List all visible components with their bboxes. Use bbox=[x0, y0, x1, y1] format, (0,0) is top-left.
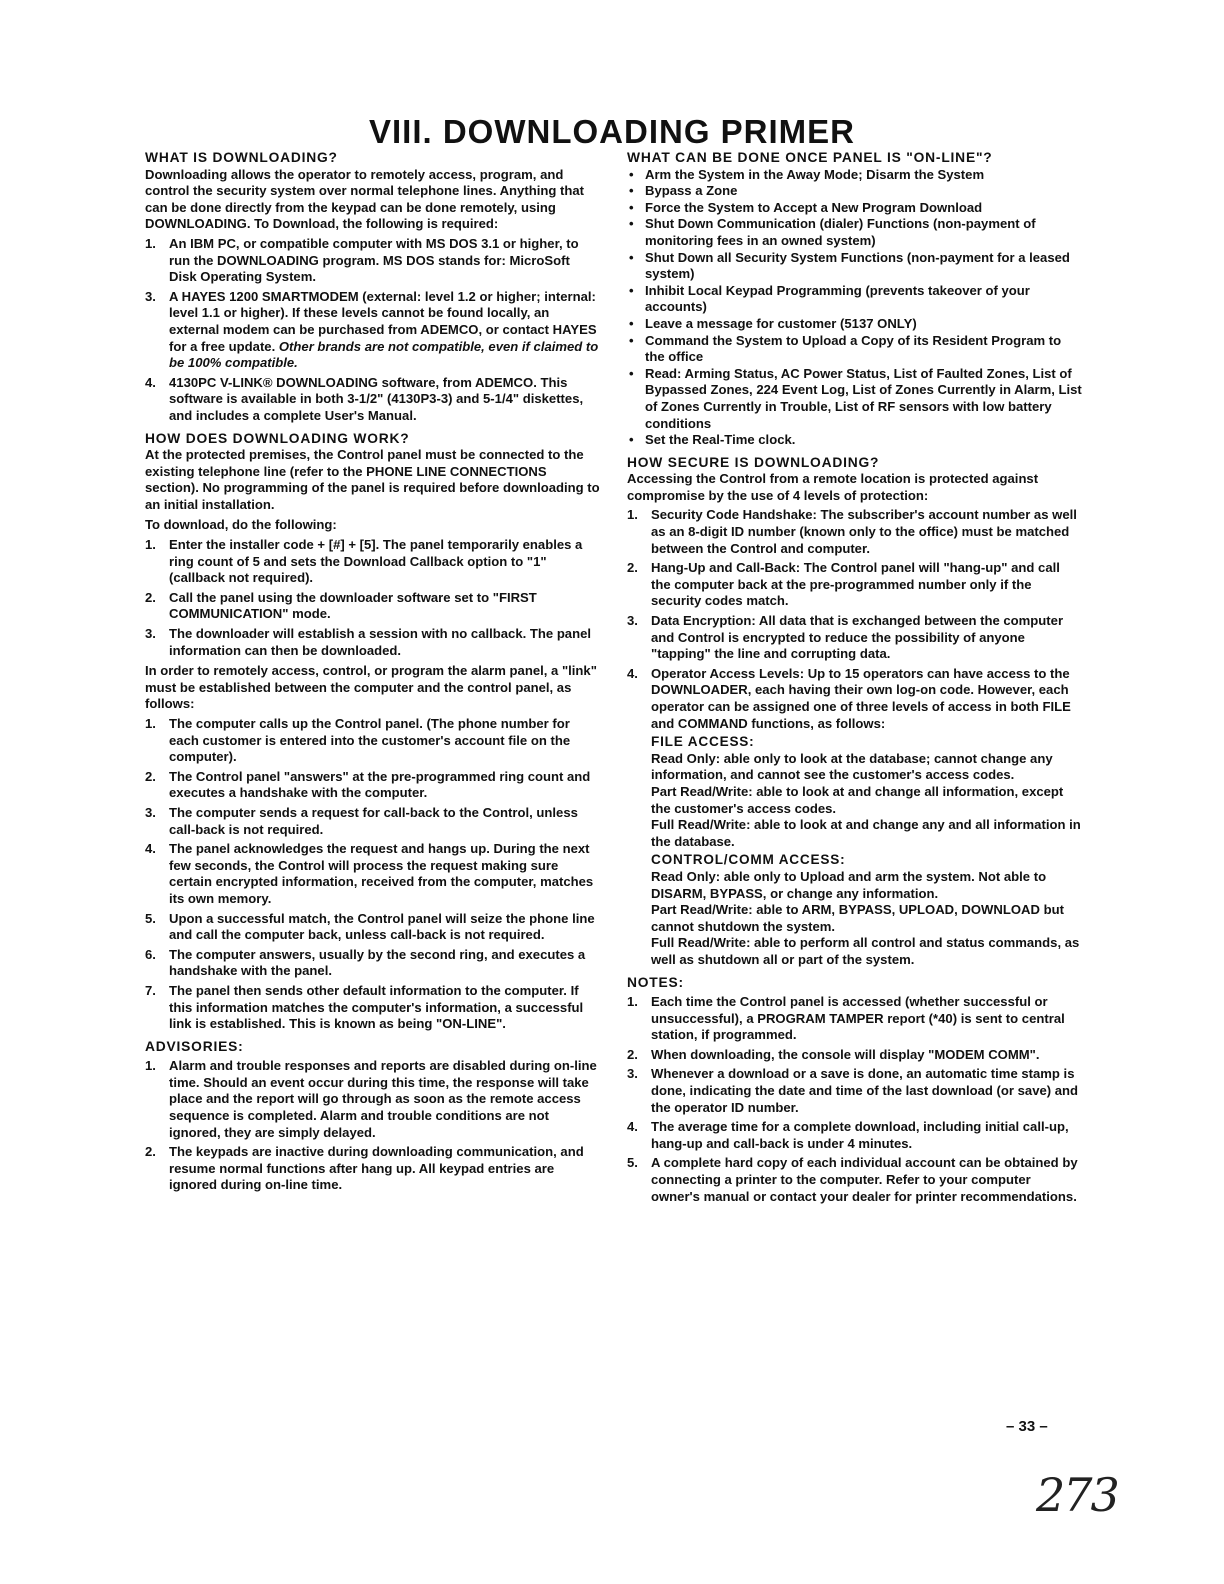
list-item bbox=[627, 666, 1082, 732]
list-item bbox=[145, 805, 600, 838]
item-text: The keypads are inactive during downloading communication, and resume normal functions after hang up. All keypad entries are ignored during on-line time. bbox=[169, 1144, 584, 1193]
list-item bbox=[145, 375, 600, 425]
compatibility-warning: Other brands are not compatible, even if claimed to be 100% compatible. bbox=[169, 338, 599, 371]
notes-list bbox=[627, 994, 1082, 1205]
list-item bbox=[145, 911, 600, 944]
list-item bbox=[145, 983, 600, 1033]
bullet-item: • Command the System to Upload a Copy of its Resident Program to the office bbox=[627, 333, 1082, 366]
list-item bbox=[145, 1058, 600, 1141]
item-text: Each time the Control panel is accessed (whether successful or unsuccessful), a PROGRAM TAMPER report (*40) is sent to central station, if programmed. bbox=[651, 994, 1065, 1043]
control-comm-access-heading: CONTROL/COMM ACCESS: bbox=[651, 852, 846, 868]
item-text: When downloading, the console will display "MODEM COMM". bbox=[651, 1046, 1040, 1062]
item-number: 1. bbox=[627, 507, 638, 523]
item-text: Alarm and trouble responses and reports are disabled during on-line time. Should an event occur during this time, the response will take place and the report will go through as soon as the remote access sequence is completed. Alarm and trouble conditions are not ignored, they are simply delayed. bbox=[169, 1058, 597, 1140]
list-item bbox=[627, 1155, 1082, 1205]
how-works-intro: At the protected premises, the Control panel must be connected to the existing telephone line (refer to the PHONE LINE CONNECTIONS section). No programming of the panel is required before downloading to an initial installation. bbox=[145, 447, 600, 512]
bullet-item: • Inhibit Local Keypad Programming (prevents takeover of your accounts) bbox=[627, 283, 1082, 316]
list-item bbox=[145, 769, 600, 802]
what-is-downloading-heading: WHAT IS DOWNLOADING? bbox=[145, 150, 338, 165]
item-number: 4. bbox=[627, 665, 638, 681]
item-number: 3. bbox=[145, 804, 156, 820]
how-secure-intro: Accessing the Control from a remote location is protected against compromise by the use of 4 levels of protection: bbox=[627, 471, 1039, 503]
list-item bbox=[145, 841, 600, 907]
how-secure-heading: HOW SECURE IS DOWNLOADING? bbox=[627, 454, 880, 470]
item-text: The computer calls up the Control panel. (The phone number for each customer is entered into the customer's account file on the computer). bbox=[169, 716, 571, 765]
how-does-downloading-work-heading: HOW DOES DOWNLOADING WORK? bbox=[145, 430, 410, 446]
list-item bbox=[627, 1047, 1082, 1064]
item-text: Enter the installer code + [#] + [5]. The panel temporarily enables a ring count of 5 and sets the Download Callback option to "1" (callback not required). bbox=[169, 537, 583, 586]
bullet-item: • Shut Down Communication (dialer) Functions (non-payment of monitoring fees in an owned system) bbox=[627, 216, 1082, 249]
page-title: VIII. DOWNLOADING PRIMER bbox=[369, 113, 855, 150]
item-number: 2. bbox=[145, 589, 156, 605]
bullet-item: • Read: Arming Status, AC Power Status, List of Faulted Zones, List of Bypassed Zones, 224 Event Log, List of Zones Currently in Alarm, List of Zones Currently in Trouble, List of RF sensors with low battery conditions bbox=[627, 366, 1082, 432]
list-item bbox=[145, 716, 600, 766]
item-number: 1. bbox=[145, 537, 156, 553]
list-item bbox=[627, 994, 1082, 1044]
item-number: 2. bbox=[145, 768, 156, 784]
to-download-label: To download, do the following: bbox=[145, 517, 337, 533]
item-text: The downloader will establish a session with no callback. The panel information can then be downloaded. bbox=[169, 626, 592, 658]
item-text: Operator Access Levels: Up to 15 operators can have access to the DOWNLOADER, each having their own log-on code. However, each operator can be assigned one of three levels of access in both FILE and COMMAND functions, as follows: bbox=[651, 665, 1071, 731]
list-item bbox=[627, 507, 1082, 557]
capabilities-list bbox=[627, 167, 1082, 449]
file-access-level: Read Only: able only to look at the database; cannot change any information, and cannot see the customer's access codes. bbox=[651, 750, 1053, 783]
advisories-list bbox=[145, 1058, 600, 1194]
item-number: 3. bbox=[145, 626, 156, 642]
file-access-level: Full Read/Write: able to look at and change any and all information in the database. bbox=[651, 817, 1081, 849]
bullet-item: • Set the Real-Time clock. bbox=[627, 432, 1082, 449]
item-text: The average time for a complete download, including initial call-up, hang-up and call-back is under 4 minutes. bbox=[651, 1119, 1069, 1151]
item-number: 7. bbox=[145, 982, 156, 998]
list-item bbox=[145, 947, 600, 980]
notes-heading: NOTES: bbox=[627, 974, 684, 990]
what-is-intro: Downloading allows the operator to remotely access, program, and control the security system over normal telephone lines. Anything that can be done directly from the keypad can be done remotely, using DOWNLOADING. To Download, the following is required: bbox=[145, 166, 584, 232]
list-item bbox=[627, 1119, 1082, 1152]
what-can-be-done-heading: WHAT CAN BE DONE ONCE PANEL IS "ON-LINE"? bbox=[627, 150, 993, 165]
item-text: 4130PC V-LINK® DOWNLOADING software, from ADEMCO. This software is available in both 3-1/2" (4130P3-3) and 5-1/4" diskettes, and includes a complete User's Manual. bbox=[169, 374, 584, 423]
item-text: The Control panel "answers" at the pre-programmed ring count and executes a handshake with the computer. bbox=[169, 768, 591, 801]
item-text: The panel acknowledges the request and hangs up. During the next few seconds, the Control will process the request making sure certain encrypted information, received from the computer, matches its own memory. bbox=[169, 841, 594, 906]
item-number: 2. bbox=[145, 1144, 156, 1160]
item-number: 1. bbox=[145, 716, 156, 731]
item-text: Whenever a download or a save is done, an automatic time stamp is done, indicating the date and time of the last download (or save) and the operator ID number. bbox=[651, 1066, 1079, 1115]
item-number: 4. bbox=[145, 374, 156, 390]
file-access-level: Part Read/Write: able to look at and change all information, except the customer's access codes. bbox=[651, 783, 1064, 816]
list-item bbox=[627, 1066, 1082, 1116]
item-text: Security Code Handshake: The subscriber's account number as well as an 8-digit ID number (known only to the office) must be matched between the Control and computer. bbox=[651, 507, 1077, 556]
requirements-list bbox=[145, 236, 600, 425]
item-text: Upon a successful match, the Control panel will seize the phone line and call the computer back, unless call-back is not required. bbox=[169, 910, 595, 943]
item-text: Call the panel using the downloader software set to "FIRST COMMUNICATION" mode. bbox=[169, 589, 537, 622]
right-column bbox=[627, 150, 1082, 1205]
control-access-level: Read Only: able only to Upload and arm the system. Not able to DISARM, BYPASS, or change any information. bbox=[651, 868, 1047, 901]
item-text: A complete hard copy of each individual account can be obtained by connecting a printer to the computer. Refer to your computer owner's manual or contact your dealer for printer recommendations. bbox=[651, 1155, 1078, 1204]
bullet-item: • Arm the System in the Away Mode; Disarm the System bbox=[627, 167, 1082, 184]
item-number: 5. bbox=[145, 910, 156, 926]
page-number: – 33 – bbox=[1006, 1418, 1048, 1435]
item-number: 2. bbox=[627, 560, 638, 576]
link-intro: In order to remotely access, control, or program the alarm panel, a "link" must be established between the computer and the control panel, as follows: bbox=[145, 663, 597, 712]
item-number: 1. bbox=[145, 1058, 156, 1074]
list-item bbox=[627, 613, 1082, 663]
list-item bbox=[145, 590, 600, 623]
item-text: The computer sends a request for call-back to the Control, unless call-back is not required. bbox=[169, 804, 578, 837]
item-number: 4. bbox=[627, 1119, 638, 1135]
bullet-item: • Shut Down all Security System Functions (non-payment for a leased system) bbox=[627, 250, 1082, 283]
bullet-item: • Leave a message for customer (5137 ONLY) bbox=[627, 316, 1082, 333]
item-number: 3. bbox=[627, 613, 638, 629]
list-item bbox=[145, 626, 600, 659]
item-number: 2. bbox=[627, 1046, 638, 1062]
item-text: Data Encryption: All data that is exchanged between the computer and Control is encrypted to reduce the possibility of anyone "tapping" the line and corrupting data. bbox=[651, 613, 1064, 662]
bullet-item: • Force the System to Accept a New Program Download bbox=[627, 200, 1082, 217]
advisories-heading: ADVISORIES: bbox=[145, 1038, 244, 1054]
item-number: 1. bbox=[145, 235, 156, 251]
protection-levels-list bbox=[627, 507, 1082, 732]
item-text: An IBM PC, or compatible computer with MS DOS 3.1 or higher, to run the DOWNLOADING program. MS DOS stands for: MicroSoft Disk Operating System. bbox=[169, 235, 579, 285]
item-number: 3. bbox=[627, 1066, 638, 1082]
list-item bbox=[627, 560, 1082, 610]
item-number: 6. bbox=[145, 946, 156, 962]
item-number: 1. bbox=[627, 994, 638, 1010]
item-number: 3. bbox=[145, 288, 156, 304]
item-number: 4. bbox=[145, 841, 156, 857]
handwritten-page-note: 273 bbox=[1036, 1468, 1118, 1522]
control-access-level: Part Read/Write: able to ARM, BYPASS, UPLOAD, DOWNLOAD but cannot shutdown the system. bbox=[651, 902, 1064, 934]
list-item bbox=[145, 537, 600, 587]
left-column bbox=[145, 150, 600, 1194]
list-item bbox=[145, 1144, 600, 1194]
item-text: The panel then sends other default information to the computer. If this information matches the computer's information, a successful link is established. This is known as being "ON-LINE". bbox=[169, 982, 584, 1032]
bullet-item: • Bypass a Zone bbox=[627, 183, 1082, 200]
file-access-heading: FILE ACCESS: bbox=[651, 734, 755, 750]
list-item bbox=[145, 236, 600, 286]
list-item bbox=[145, 289, 600, 372]
item-number: 5. bbox=[627, 1155, 638, 1171]
item-text: The computer answers, usually by the second ring, and executes a handshake with the panel. bbox=[169, 946, 586, 979]
control-access-level: Full Read/Write: able to perform all control and status commands, as well as shutdown all or part of the system. bbox=[651, 935, 1080, 967]
item-text: Hang-Up and Call-Back: The Control panel will "hang-up" and call the computer back at the pre-programmed number only if the security codes match. bbox=[651, 560, 1060, 609]
link-steps-list bbox=[145, 716, 600, 1033]
item-text: A HAYES 1200 SMARTMODEM (external: level 1.2 or higher; internal: level 1.1 or higher). If these levels cannot be found locally, an external modem can be purchased from ADEMCO, or contact HAYES for a free update. bbox=[169, 288, 597, 354]
download-steps-list bbox=[145, 537, 600, 659]
